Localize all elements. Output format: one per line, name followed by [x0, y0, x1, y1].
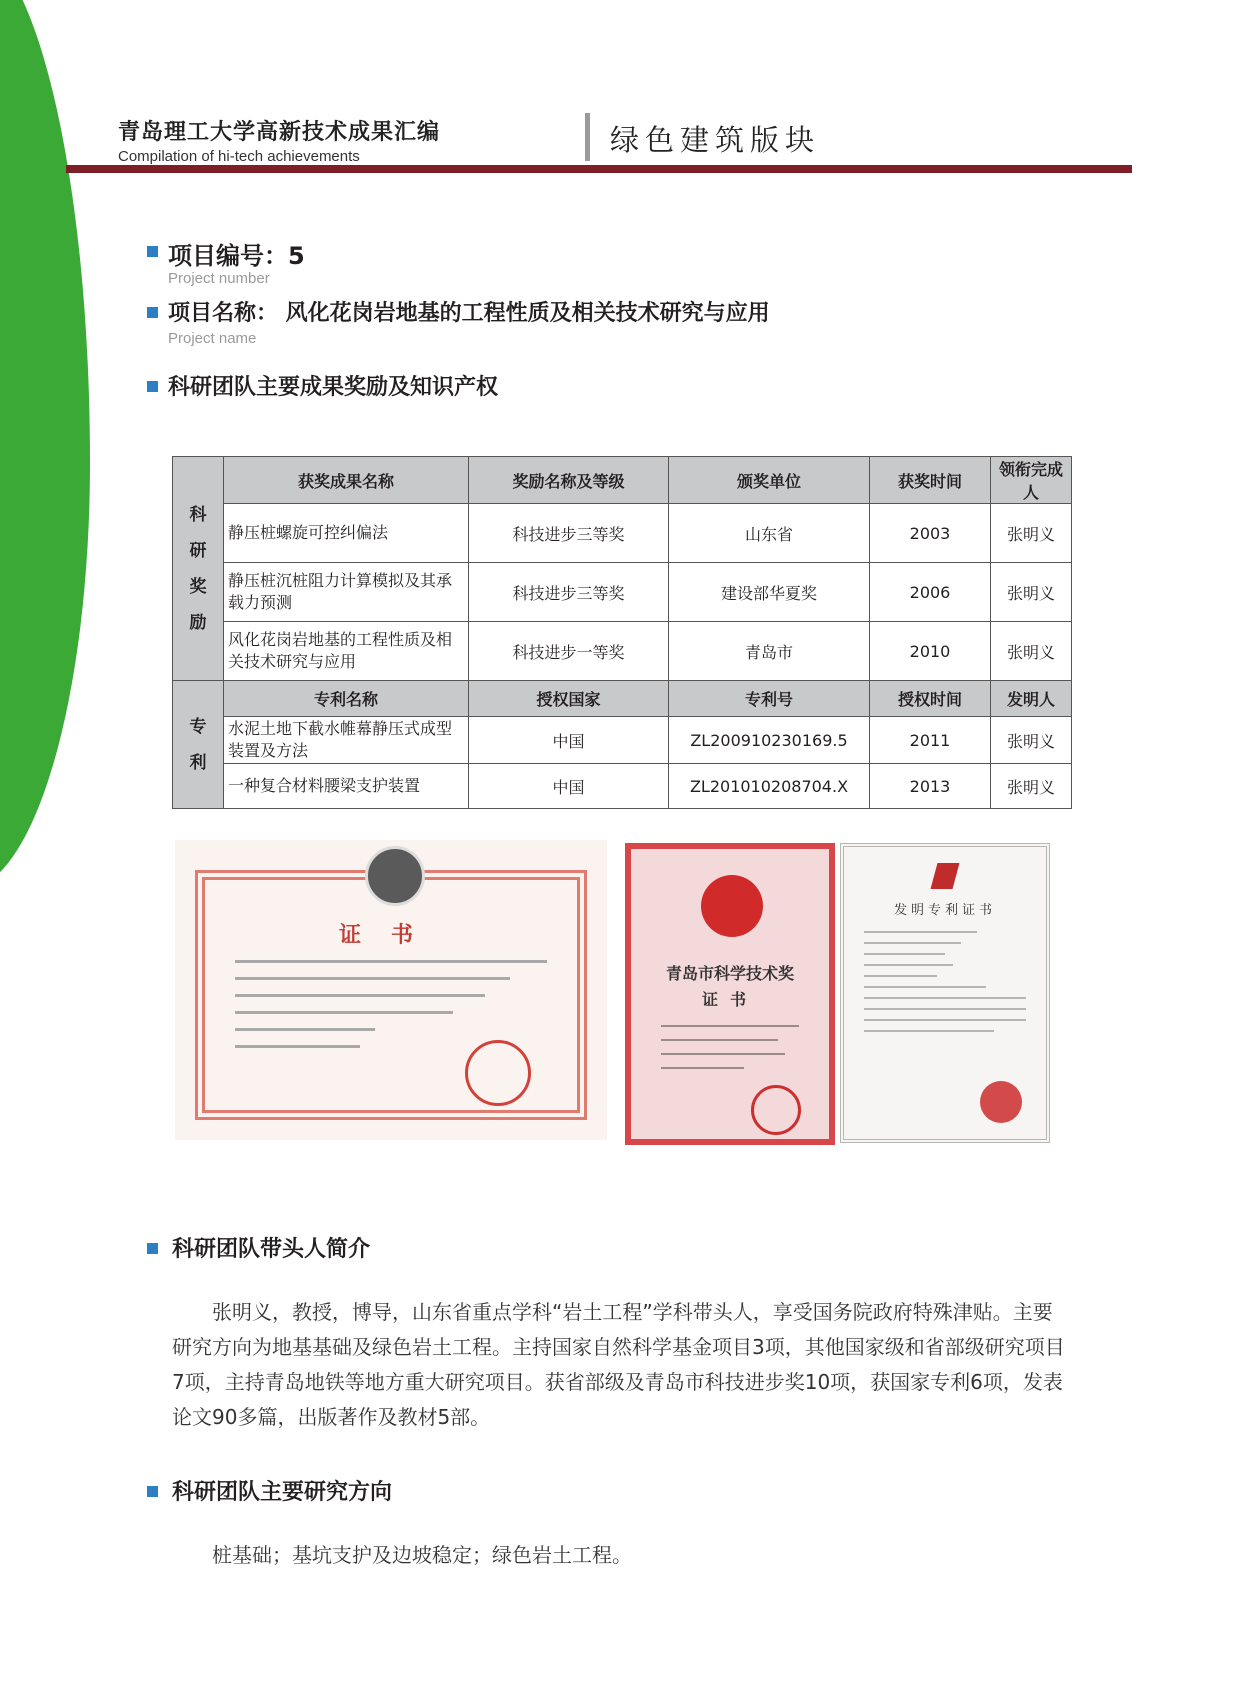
leader-paragraph: 张明义，教授，博导，山东省重点学科“岩土工程”学科带头人，享受国务院政府特殊津贴。主要研究方向为地基基础及绿色岩土工程。主持国家自然科学基金项目3项，其他国家级和省部级研究项目7项，主持青岛地铁等地方重大研究项目。获省部级及青岛市科技进步奖10项，获国家专利6项，发表论文90多篇，出版著作及教材5部。 — [172, 1300, 1065, 1429]
project-name: 项目名称： 风化花岗岩地基的工程性质及相关技术研究与应用 — [168, 301, 770, 326]
col-award-level: 奖励名称及等级 — [469, 457, 669, 504]
green-decorative-arc — [0, 0, 90, 890]
bullet-square-icon — [147, 1486, 158, 1497]
col-patent-name: 专利名称 — [224, 681, 469, 717]
awards-section-title: 科研团队主要成果奖励及知识产权 — [168, 375, 499, 400]
table-row: 一种复合材料腰梁支护装置 中国 ZL201010208704.X 2013 张明义 — [173, 764, 1072, 809]
certificate-image-qingdao-award — [625, 843, 835, 1145]
patent-side-label: 专 利 — [173, 681, 224, 809]
certificate-image-construction-award — [175, 840, 607, 1140]
col-patent-country: 授权国家 — [469, 681, 669, 717]
col-patent-year: 授权时间 — [870, 681, 991, 717]
award-header-row — [173, 457, 1072, 504]
certificate-text-lines — [661, 1025, 799, 1081]
seal-icon — [980, 1081, 1022, 1123]
leader-section-title: 科研团队带头人简介 — [172, 1237, 371, 1262]
direction-section-title: 科研团队主要研究方向 — [172, 1480, 393, 1505]
certificate-image-patent — [840, 843, 1050, 1143]
bullet-square-icon — [147, 246, 158, 257]
emblem-icon — [365, 846, 425, 906]
award-side-label: 科 研 奖 励 — [173, 457, 224, 681]
project-number: 项目编号：5 — [168, 242, 305, 270]
bullet-square-icon — [147, 381, 158, 392]
publication-title-cn: 青岛理工大学高新技术成果汇编 — [118, 120, 441, 145]
publication-header — [118, 115, 440, 165]
table-row: 静压桩沉桩阻力计算模拟及其承载力预测 科技进步三等奖 建设部华夏奖 2006 张明义 — [173, 563, 1072, 622]
col-patent-inventor: 发明人 — [991, 681, 1072, 717]
certificate-title: 证书 — [338, 923, 443, 948]
col-award-leader: 领衔完成人 — [991, 457, 1072, 504]
table-row: 水泥土地下截水帷幕静压式成型装置及方法 中国 ZL200910230169.5 2011 张明义 — [173, 717, 1072, 764]
project-number-en: Project number — [168, 270, 270, 287]
certificate-text-lines — [864, 931, 1026, 1041]
header-divider — [585, 113, 590, 161]
col-award-year: 获奖时间 — [870, 457, 991, 504]
table-row: 静压桩螺旋可控纠偏法 科技进步三等奖 山东省 2003 张明义 — [173, 504, 1072, 563]
awards-patents-table — [172, 456, 1072, 809]
national-emblem-icon — [701, 875, 763, 937]
publication-title-en: Compilation of hi-tech achievements — [118, 148, 360, 165]
col-award-name: 获奖成果名称 — [224, 457, 469, 504]
project-name-en: Project name — [168, 330, 257, 347]
certificate-title: 发明专利证书 — [893, 903, 996, 918]
certificate-subtitle: 证书 — [701, 990, 758, 1009]
bullet-square-icon — [147, 1243, 158, 1254]
header-rule — [66, 165, 1132, 173]
table-row: 风化花岗岩地基的工程性质及相关技术研究与应用 科技进步一等奖 青岛市 2010 张明义 — [173, 622, 1072, 681]
patent-office-logo-icon — [931, 863, 960, 889]
bullet-square-icon — [147, 307, 158, 318]
seal-icon — [465, 1040, 531, 1106]
seal-icon — [751, 1085, 801, 1135]
col-patent-number: 专利号 — [669, 681, 870, 717]
certificate-title: 青岛市科学技术奖 — [665, 964, 794, 983]
section-name: 绿色建筑版块 — [610, 123, 821, 157]
col-award-org: 颁奖单位 — [669, 457, 870, 504]
patent-header-row — [173, 681, 1072, 717]
direction-paragraph: 桩基础；基坑支护及边坡稳定；绿色岩土工程。 — [212, 1543, 632, 1567]
